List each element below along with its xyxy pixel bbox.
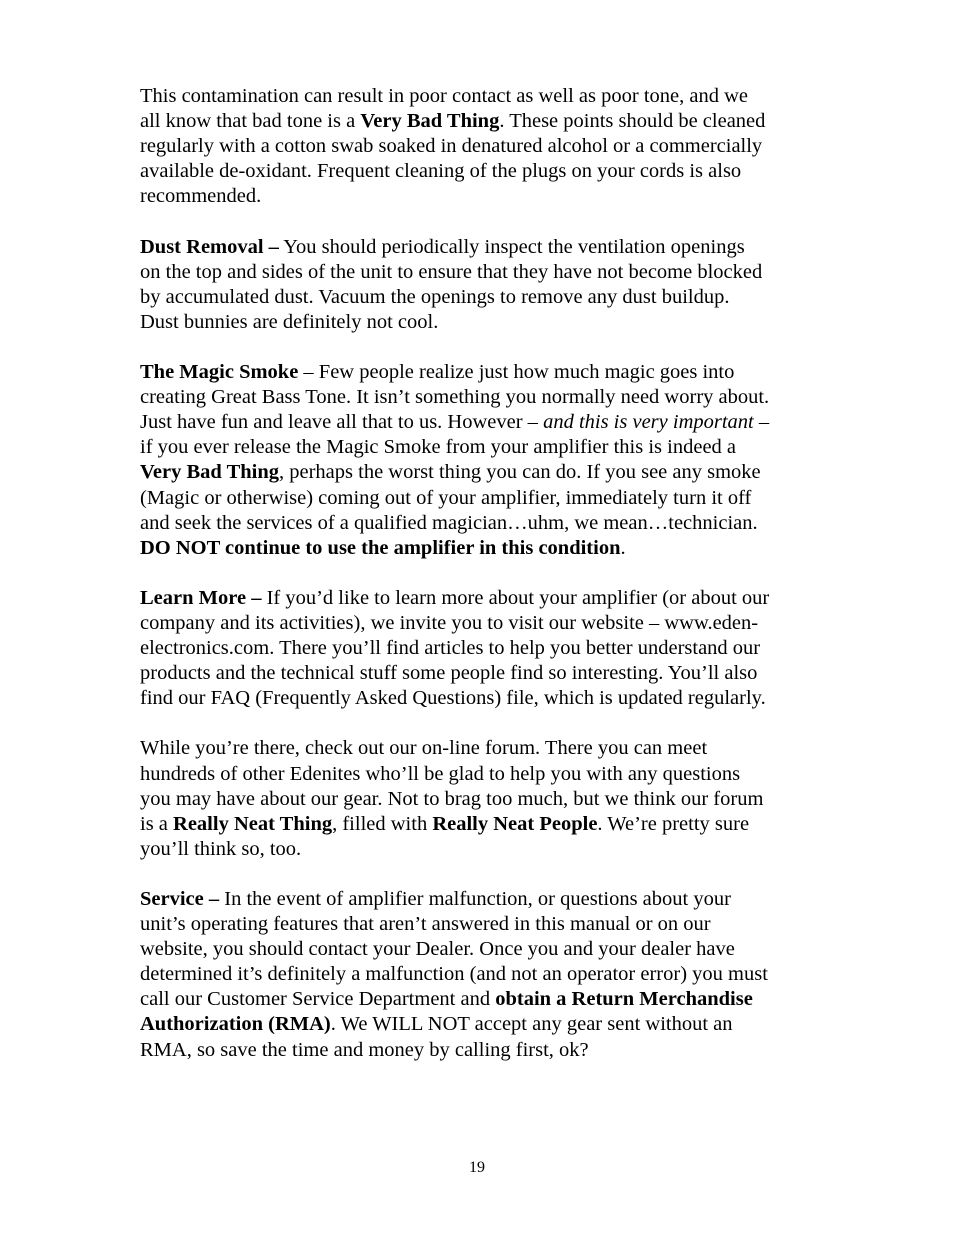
paragraph-service — [140, 887, 816, 1063]
text-line: if you ever release the Magic Smoke from your amplifier this is indeed a — [140, 436, 737, 459]
text-line: available de-oxidant. Frequent cleaning of the plugs on your cords is also — [140, 160, 742, 183]
text-run: In the event of amplifier malfunction, or questions about your — [219, 888, 731, 910]
paragraph-learn-more — [140, 586, 816, 711]
text-line — [140, 235, 816, 260]
emphasis-very-bad-thing: Very Bad Thing — [360, 110, 500, 133]
text-line: creating Great Bass Tone. It isn’t something you normally need worry about. — [140, 386, 770, 409]
text-line: products and the technical stuff some people find so interesting. You’ll also — [140, 662, 758, 685]
text-line: on the top and sides of the unit to ensure that they have not become blocked — [140, 260, 763, 283]
text-line: determined it’s definitely a malfunction (and not an operator error) you must — [140, 963, 768, 986]
text-line: While you’re there, check out our on-line forum. There you can meet — [140, 737, 708, 760]
text-line: (Magic or otherwise) coming out of your amplifier, immediately turn it off — [140, 486, 752, 509]
text-line — [140, 360, 816, 385]
text-line — [140, 812, 816, 837]
text-run: – — [753, 411, 770, 434]
text-line: recommended. — [140, 185, 262, 208]
text-line: regularly with a cotton swab soaked in denatured alcohol or a commercially — [140, 135, 763, 158]
text-line: find our FAQ (Frequently Asked Questions) file, which is updated regularly. — [140, 687, 766, 710]
emphasis-really-neat-people: Really Neat People — [432, 812, 598, 835]
text-line — [140, 987, 816, 1012]
section-heading-dust-removal: Dust Removal – — [140, 235, 279, 258]
text-run: . — [620, 536, 626, 559]
section-heading-learn-more: Learn More – — [140, 586, 262, 609]
emphasis-really-neat-thing: Really Neat Thing — [173, 812, 333, 835]
text-run: call our Customer Service Department and — [140, 988, 496, 1011]
paragraph-dust-removal — [140, 235, 816, 335]
document-body — [140, 84, 816, 1088]
text-run: . These points should be cleaned — [499, 110, 766, 133]
text-run: . We WILL NOT accept any gear sent without an — [330, 1013, 733, 1036]
text-line: you’ll think so, too. — [140, 837, 302, 860]
text-line: website, you should contact your Dealer. Once you and your dealer have — [140, 938, 735, 961]
text-run: If you’d like to learn more about your amplifier (or about our — [261, 586, 770, 609]
text-line: hundreds of other Edenites who’ll be glad to help you with any questions — [140, 762, 741, 785]
emphasis-obtain-rma: obtain a Return Merchandise — [495, 988, 753, 1011]
page-number: 19 — [469, 1159, 485, 1176]
section-heading-magic-smoke: The Magic Smoke — [140, 361, 299, 384]
text-run: all know that bad tone is a — [140, 110, 361, 133]
text-run: is a — [140, 812, 174, 835]
paragraph-magic-smoke — [140, 360, 816, 561]
text-run: , filled with — [332, 812, 433, 835]
text-line: by accumulated dust. Vacuum the openings to remove any dust buildup. — [140, 285, 730, 308]
text-line — [140, 410, 816, 435]
text-line: unit’s operating features that aren’t answered in this manual or on our — [140, 913, 711, 936]
text-run: , perhaps the worst thing you can do. If you see any smoke — [279, 461, 761, 484]
text-line — [140, 536, 816, 561]
emphasis-important: and this is very important — [543, 411, 754, 434]
emphasis-rma: Authorization (RMA) — [140, 1013, 331, 1036]
section-heading-service: Service – — [140, 888, 220, 910]
text-line — [140, 460, 816, 485]
text-line — [140, 586, 816, 611]
text-run: Just have fun and leave all that to us. However – — [140, 411, 544, 434]
text-run: You should periodically inspect the ventilation openings — [278, 235, 745, 258]
text-line — [140, 1012, 816, 1037]
text-run: – Few people realize just how much magic goes into — [298, 361, 735, 384]
text-line: electronics.com. There you’ll find articles to help you better understand our — [140, 637, 761, 660]
text-line: and seek the services of a qualified magician…uhm, we mean…technician. — [140, 511, 758, 534]
text-line: you may have about our gear. Not to brag too much, but we think our forum — [140, 787, 764, 810]
paragraph-forum — [140, 736, 816, 861]
emphasis-very-bad-thing: Very Bad Thing — [140, 461, 279, 484]
text-line — [140, 887, 816, 912]
text-line: This contamination can result in poor contact as well as poor tone, and we — [140, 85, 748, 107]
text-line: RMA, so save the time and money by calling first, ok? — [140, 1038, 589, 1061]
text-run: . We’re pretty sure — [597, 812, 750, 835]
warning-do-not-continue: DO NOT continue to use the amplifier in this condition — [140, 536, 621, 559]
paragraph-contamination — [140, 84, 816, 209]
text-line — [140, 109, 816, 134]
text-line: company and its activities), we invite you to visit our website – www.eden- — [140, 611, 759, 634]
text-line: Dust bunnies are definitely not cool. — [140, 310, 439, 333]
